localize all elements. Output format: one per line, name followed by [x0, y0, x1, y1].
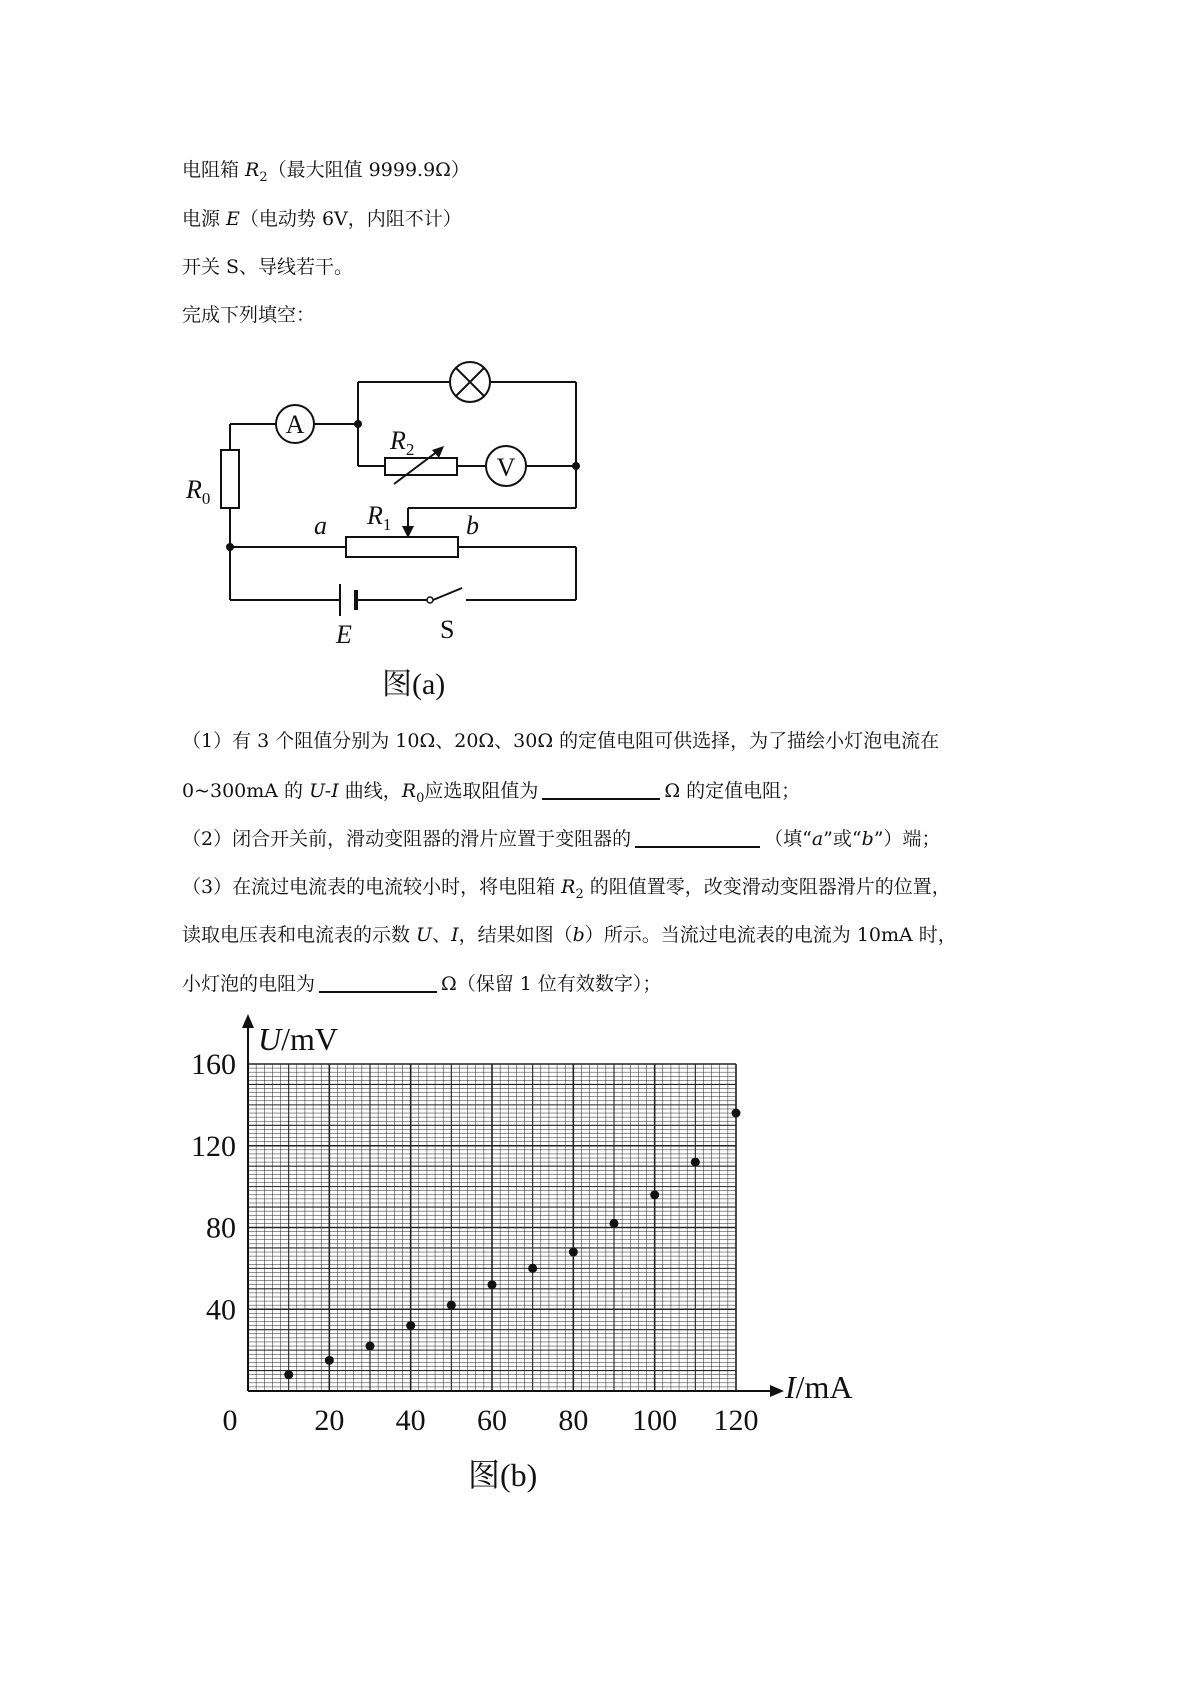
x-tick-label: 40	[395, 1404, 426, 1437]
data-point	[284, 1370, 293, 1379]
data-point	[732, 1109, 741, 1118]
x-tick-label: 100	[632, 1404, 678, 1437]
question-2-line: （2）闭合开关前，滑动变阻器的滑片应置于变阻器的 （填“a”或“b”）端；	[182, 828, 941, 850]
y-tick-label: 80	[206, 1211, 236, 1245]
question-3-line-3: 小灯泡的电阻为 Ω（保留 1 位有效数字）；	[182, 973, 662, 995]
x-tick-label: 0	[222, 1404, 238, 1437]
data-point	[366, 1342, 375, 1351]
data-point	[325, 1356, 334, 1365]
r1-label: $R_1$	[367, 501, 392, 534]
question-1-line-2: 0~300mA 的 U-I 曲线，$R_0$应选取阻值为 Ω 的定值电阻；	[182, 780, 801, 806]
answer-blank-1[interactable]	[542, 778, 660, 800]
question-3-line-1: （3）在流过电流表的电流较小时，将电阻箱 $R_2$ 的阻值置零，改变滑动变阻器滑片的位置，	[182, 876, 951, 902]
x-axis-label: I/mA	[785, 1369, 853, 1405]
x-tick-label: 20	[314, 1404, 345, 1437]
figure-a-caption: 图(a)	[382, 668, 446, 701]
battery-label: E	[336, 620, 352, 649]
source-line: 电源 E（电动势 6V，内阻不计）	[182, 208, 462, 230]
data-point	[528, 1264, 537, 1273]
ammeter-label: A	[285, 410, 305, 439]
r2-box-line: 电阻箱 $R_2$（最大阻值 9999.9Ω）	[182, 159, 470, 185]
y-axis-arrow	[242, 1014, 254, 1028]
y-tick-label: 160	[191, 1048, 236, 1081]
data-point	[406, 1321, 415, 1330]
y-axis-label: U/mV	[258, 1021, 338, 1057]
ui-graph	[0, 1000, 1200, 1500]
figure-b-caption: 图(b)	[468, 1457, 538, 1493]
answer-blank-3[interactable]	[319, 971, 437, 993]
x-tick-label: 80	[558, 1404, 589, 1437]
x-tick-label: 120	[713, 1404, 759, 1437]
switch-line: 开关 S、导线若干。	[182, 256, 354, 278]
question-1-line-1: （1）有 3 个阻值分别为 10Ω、20Ω、30Ω 的定值电阻可供选择，为了描绘小灯泡电流在	[182, 730, 940, 752]
task-line: 完成下列填空：	[182, 304, 316, 326]
switch-label: S	[440, 615, 455, 644]
circuit-diagram	[0, 0, 1200, 720]
question-3-line-2: 读取电压表和电流表的示数 U、I，结果如图（b）所示。当流过电流表的电流为 10mA 时，	[182, 924, 957, 946]
x-tick-label: 60	[477, 1404, 507, 1437]
data-point	[650, 1190, 659, 1199]
data-point	[610, 1219, 619, 1228]
data-point	[691, 1158, 700, 1167]
r2-label: $R_2$	[390, 426, 415, 459]
data-point	[488, 1280, 497, 1289]
r0-label: $R_0$	[186, 475, 211, 508]
answer-blank-2[interactable]	[635, 826, 760, 848]
data-point	[447, 1301, 456, 1310]
data-point	[569, 1248, 578, 1257]
terminal-b-label: b	[466, 511, 479, 540]
voltmeter-label: V	[496, 453, 516, 482]
terminal-a-label: a	[314, 511, 327, 540]
axes	[242, 1014, 784, 1397]
y-tick-label: 120	[191, 1129, 236, 1163]
x-axis-arrow	[770, 1385, 784, 1397]
y-tick-label: 40	[206, 1293, 236, 1327]
